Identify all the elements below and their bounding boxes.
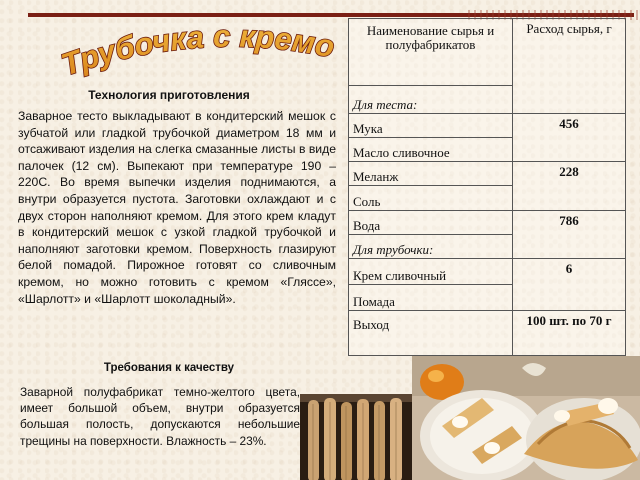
- ingredient-name: Выход: [349, 311, 513, 356]
- ingredient-name: Мука: [349, 113, 513, 137]
- ingredient-amount: 228: [513, 162, 626, 210]
- table-section-dough: Для теста:: [349, 85, 513, 113]
- pastry-tubes-on-tray-photo: [300, 394, 412, 480]
- table-row: [349, 113, 626, 137]
- ingredient-name: Меланж: [349, 162, 513, 186]
- table-row: [349, 259, 626, 285]
- ingredient-name: Крем сливочный: [349, 259, 513, 285]
- table-header-amount: Расход сырья, г: [513, 19, 626, 114]
- ingredient-name: Вода: [349, 210, 513, 234]
- cream-filled-pastries-photo: [412, 356, 640, 480]
- ingredient-name: Помада: [349, 285, 513, 311]
- quality-heading: Требования к качеству: [103, 362, 235, 374]
- quality-text: Заварной полуфабрикат темно-желтого цвета, имеет большой объем, внутри образуется большая полость, допускаются небольшие трещины на поверхности. Влажность – 23%.: [20, 385, 300, 448]
- ingredients-table: [348, 18, 626, 356]
- ingredient-amount: 456: [513, 113, 626, 161]
- table-header-name: Наименование сырья и полуфабрикатов: [349, 19, 513, 86]
- technology-heading: Технология приготовления: [88, 88, 250, 102]
- ingredient-amount: 786: [513, 210, 626, 258]
- ingredient-name: Соль: [349, 186, 513, 210]
- ingredient-amount: 100 шт. по 70 г: [513, 311, 626, 356]
- page-title-text: Трубочка с кремом: [48, 0, 338, 83]
- ingredient-amount: 6: [513, 259, 626, 311]
- table-row: [349, 162, 626, 186]
- table-row: [349, 311, 626, 356]
- page-title: [48, 0, 338, 84]
- table-row: [349, 210, 626, 234]
- ingredient-name: Масло сливочное: [349, 138, 513, 162]
- table-section-tube: Для трубочки:: [349, 234, 513, 258]
- technology-text: Заварное тесто выкладывают в кондитерский мешок с зубчатой или гладкой трубочкой диаметром 18 мм и отсаживают изделия на слегка смазанные листы в виде палочек (12 см). Выпекают при температуре 190 – 220С. Во время выпечки изделия поднимаются, а внутри образуется пустота. Заготовки охлаждают и с двух сторон наполняют кремом. Для этого крем кладут в кондитерский мешок с узкой гладкой трубочкой и наполняют заготовки кремом. Поверхность глазируют белой помадой. Пирожное готовят со сливочным кремом, но можно готовить с кремом «Гляссе», «Шарлотт» и «Шарлотт шоколадный».: [18, 109, 336, 306]
